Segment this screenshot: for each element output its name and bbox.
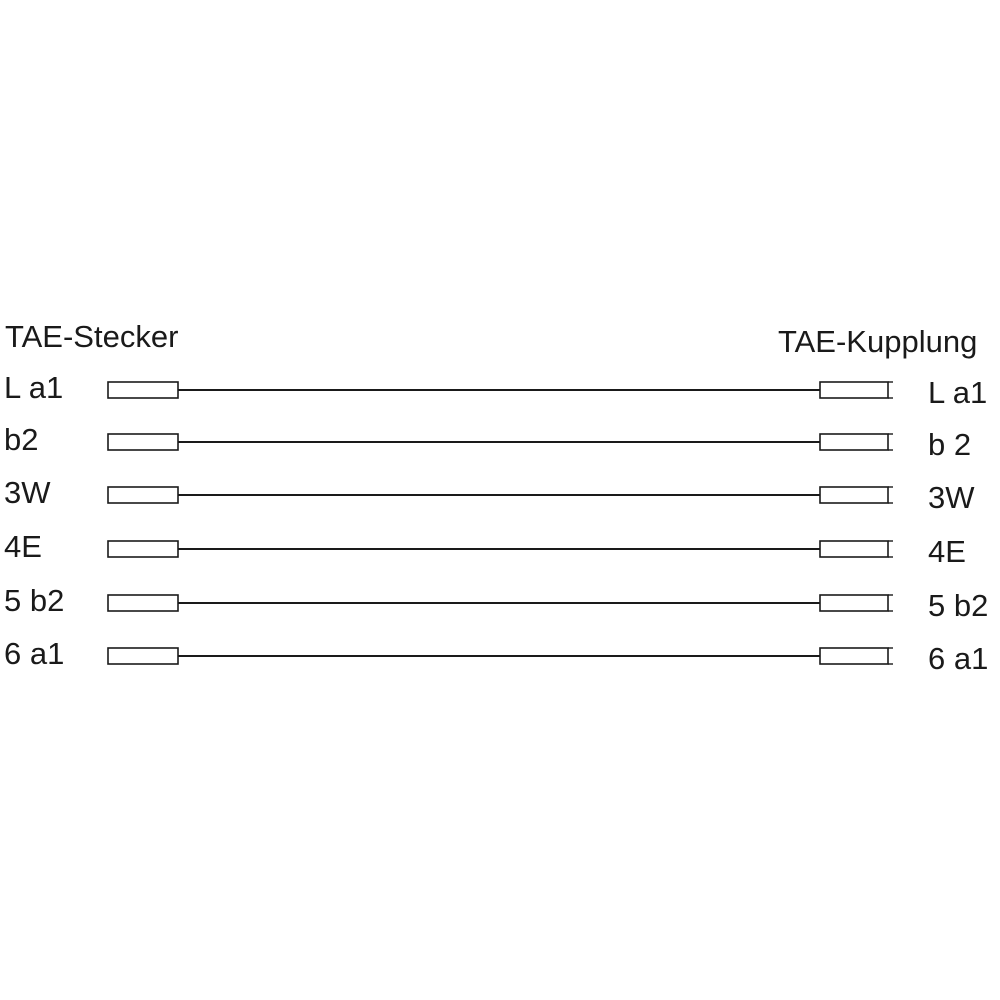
plug-pin-contact <box>108 541 178 557</box>
coupling-socket-contact <box>820 487 888 503</box>
right-pin-label: 5 b2 <box>928 588 989 623</box>
plug-pin-contact <box>108 648 178 664</box>
plug-pin-contact <box>108 595 178 611</box>
wire-row <box>4 370 987 410</box>
coupling-socket-contact <box>820 382 888 398</box>
wire-row <box>4 583 988 623</box>
coupling-socket-contact <box>820 595 888 611</box>
plug-pin-contact <box>108 487 178 503</box>
left-pin-label: 5 b2 <box>4 583 65 618</box>
right-pin-label: b 2 <box>928 427 972 462</box>
coupling-socket-contact <box>820 541 888 557</box>
left-pin-label: 6 a1 <box>4 636 65 671</box>
plug-pin-contact <box>108 382 178 398</box>
left-connector-title: TAE-Stecker <box>5 319 179 354</box>
left-pin-label: 3W <box>4 475 51 510</box>
right-pin-label: 6 a1 <box>928 641 989 676</box>
right-pin-label: L a1 <box>928 375 988 410</box>
pin-rows <box>4 370 988 676</box>
coupling-socket-contact <box>820 648 888 664</box>
wire-row <box>4 422 971 462</box>
wire-row <box>4 636 988 676</box>
wire-row <box>4 529 966 569</box>
coupling-socket-contact <box>820 434 888 450</box>
right-pin-label: 3W <box>928 480 975 515</box>
right-connector-title: TAE-Kupplung <box>778 324 978 359</box>
plug-pin-contact <box>108 434 178 450</box>
wire-row <box>4 475 975 515</box>
left-pin-label: L a1 <box>4 370 64 405</box>
right-pin-label: 4E <box>928 534 966 569</box>
left-pin-label: 4E <box>4 529 42 564</box>
left-pin-label: b2 <box>4 422 39 457</box>
